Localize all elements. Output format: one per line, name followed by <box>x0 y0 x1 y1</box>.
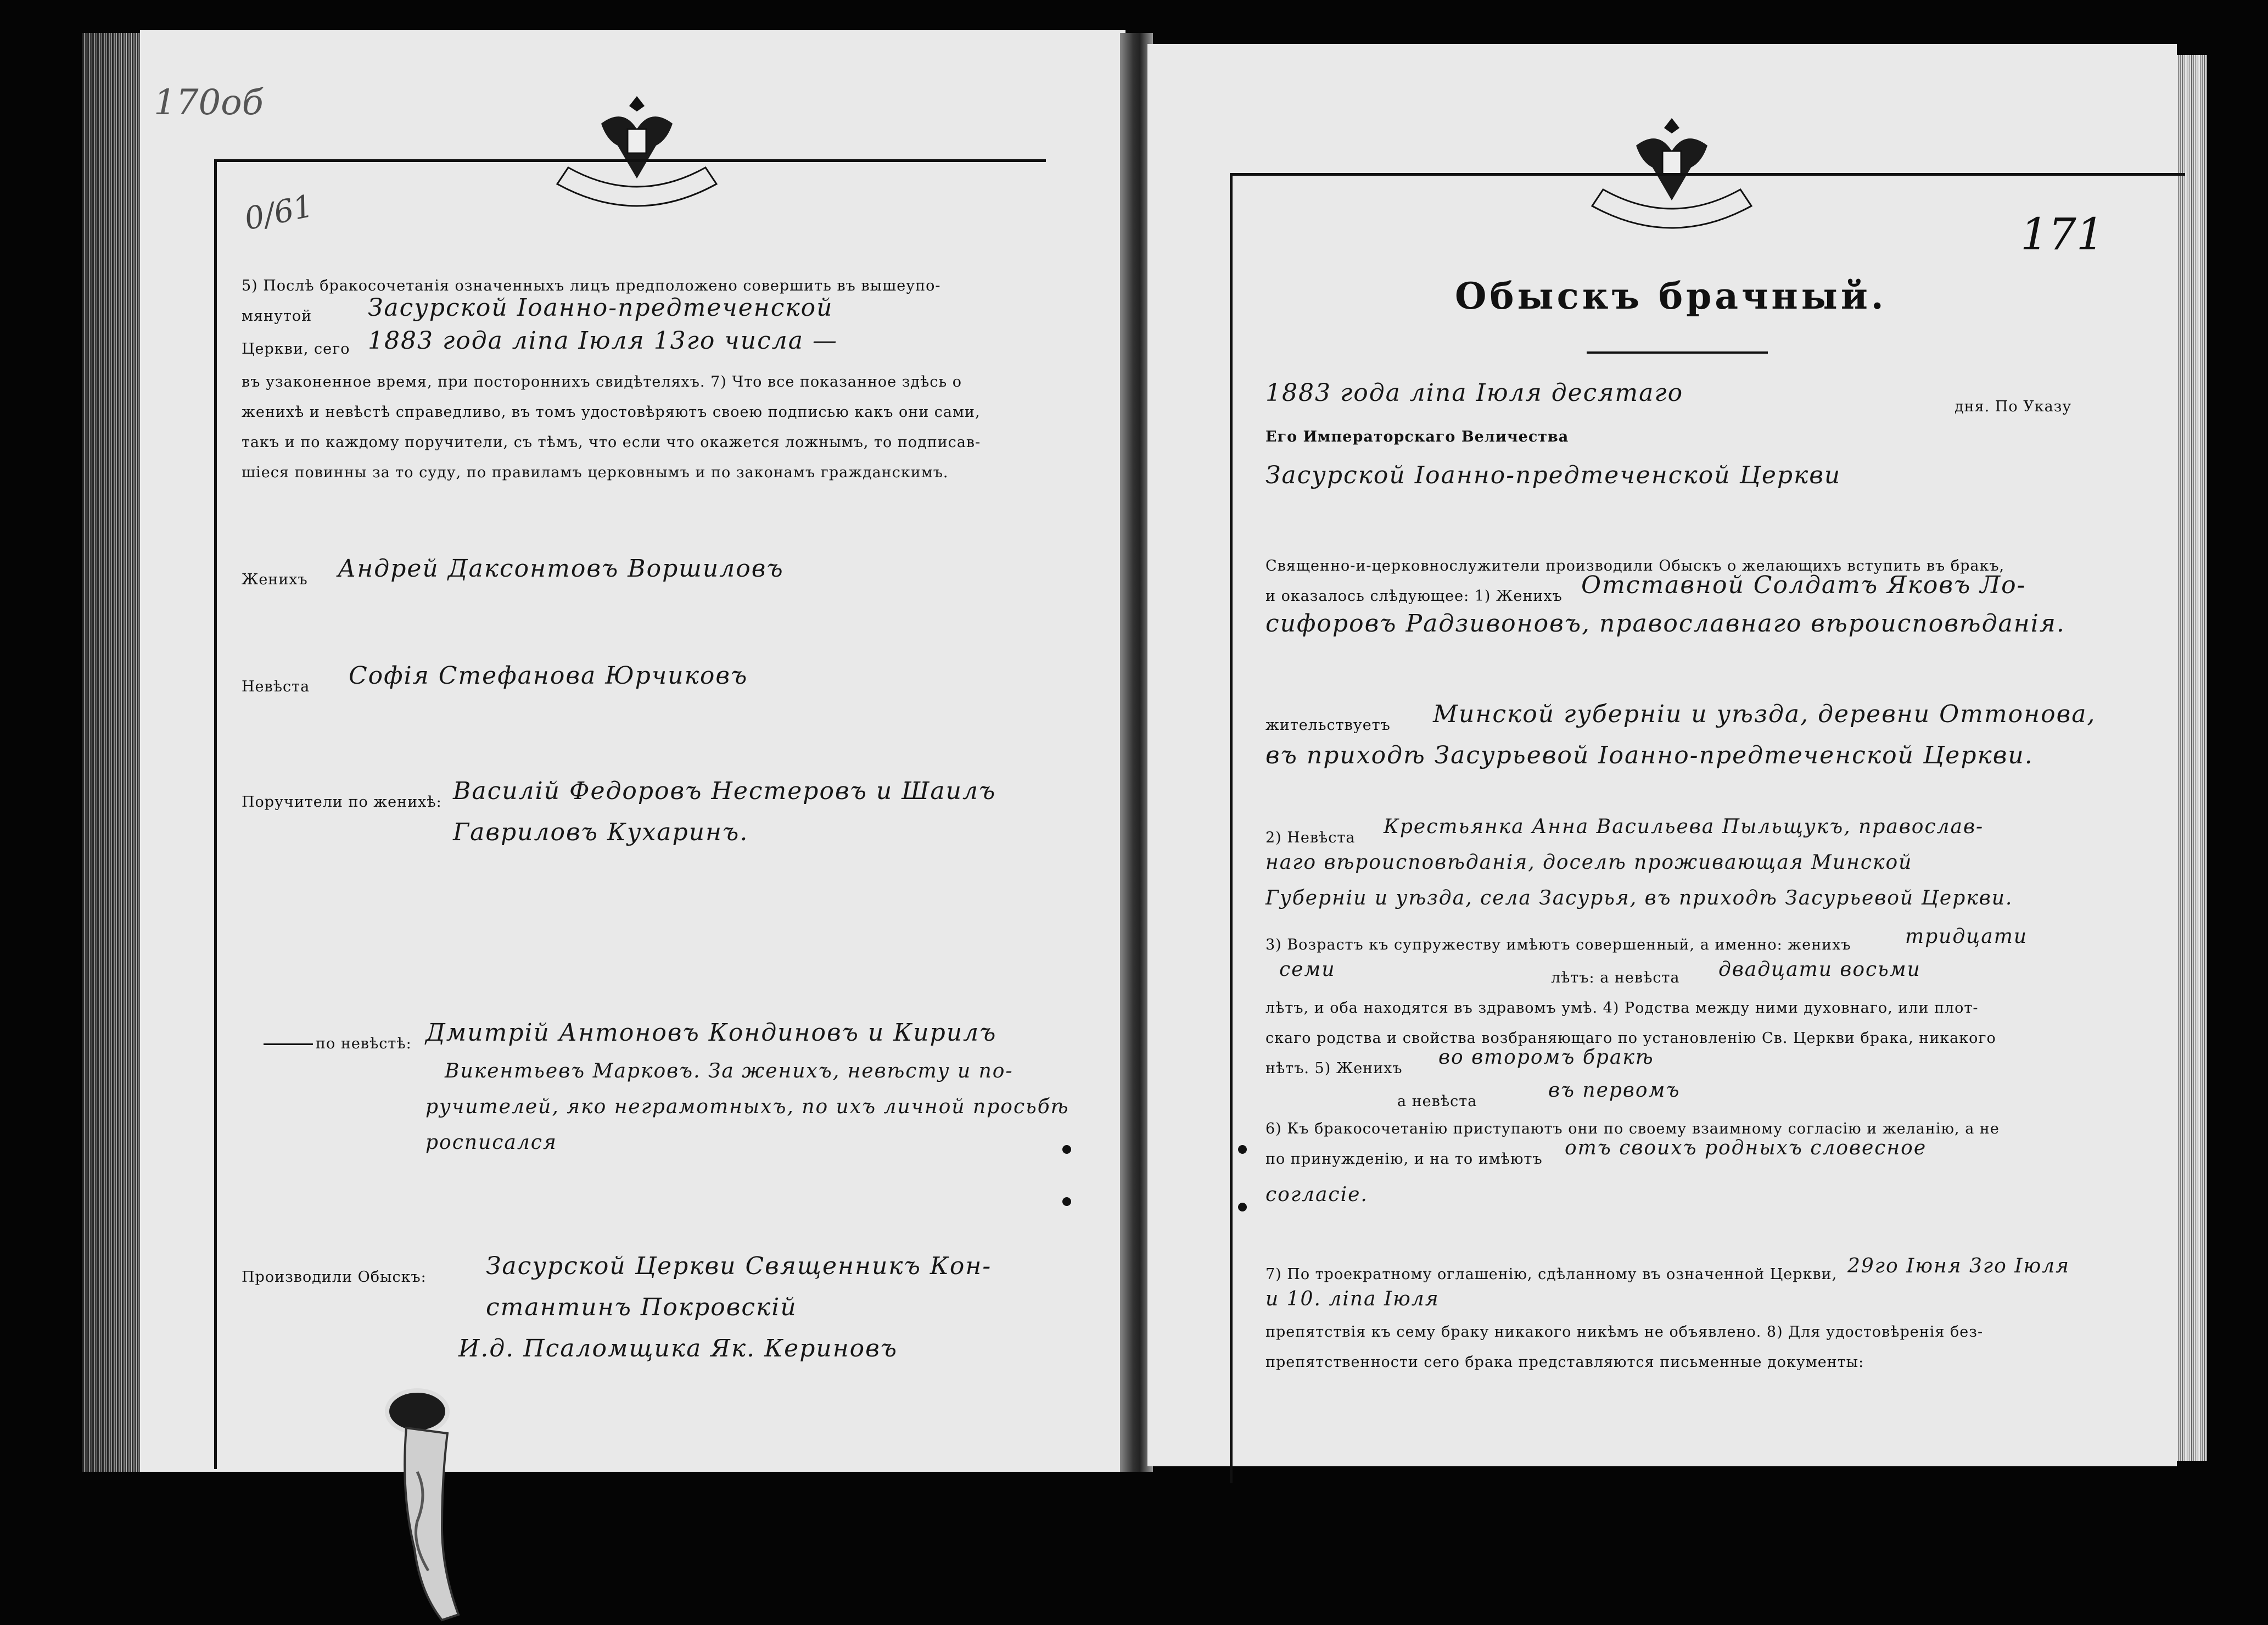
bride-label: Невѣста <box>242 678 310 695</box>
clergy-line2-handwriting: Отставной Солдатъ Яковъ Ло- <box>1581 571 2026 599</box>
banns-line2-handwriting: и 10. ліпа Іюля <box>1265 1288 1440 1310</box>
age-line2-handwriting: семи <box>1279 958 1336 981</box>
groom-guarantors-line1: Василій Федоровъ Нестеровъ и Шаилъ <box>453 777 996 805</box>
binding-dot-4 <box>1238 1203 1247 1211</box>
groom-guarantors-line2: Гавриловъ Кухаринъ. <box>453 818 749 846</box>
age-line3: лѣтъ, и оба находятся въ здравомъ умѣ. 4) Родства между ними духовнаго, или плот- <box>1265 999 1979 1017</box>
binding-dot-1 <box>1062 1145 1071 1154</box>
age-line5-handwriting: во второмъ бракѣ <box>1438 1046 1654 1069</box>
item5-line3-handwriting: 1883 года ліпа Іюля 13го числа — <box>368 327 838 355</box>
folio-number-left: 170об <box>154 82 264 123</box>
groom-value: Андрей Даксонтовъ Воршиловъ <box>338 555 784 583</box>
searchers-line3: И.д. Псаломщика Як. Кериновъ <box>458 1334 898 1362</box>
searchers-line1: Засурской Церкви Священникъ Кон- <box>486 1252 992 1280</box>
bride-guarantors-label: по невѣстѣ: <box>316 1035 412 1052</box>
pencil-mark: 0/61 <box>241 188 317 238</box>
consent-line2-label: по принужденію, и на то имѣютъ <box>1265 1151 1543 1168</box>
bride-line3: Губерніи и уѣзда, села Засурья, въ приходѣ Засурьевой Церкви. <box>1265 887 2013 909</box>
banns-line1-handwriting: 29го Іюня 3го Іюля <box>1847 1255 2070 1277</box>
folio-number-right: 171 <box>2020 209 2104 260</box>
residence-label: жительствуетъ <box>1265 717 1391 734</box>
item5-line6: такъ и по каждому поручители, съ тѣмъ, что если что окажется ложнымъ, то подписав- <box>242 434 981 451</box>
age-line6-label: а невѣста <box>1397 1093 1477 1110</box>
banns-line3: препятствія къ сему браку никакого никѣмъ не объявлено. 8) Для удостовѣренія без- <box>1265 1324 1984 1341</box>
binding-dot-3 <box>1238 1145 1247 1154</box>
item5-line7: шiеся повинны за то суду, по правиламъ церковнымъ и по законамъ гражданскимъ. <box>242 464 949 481</box>
clergy-line2-label: и оказалось слѣдующее: 1) Женихъ <box>1265 588 1563 605</box>
imperial-line: Его Императорскаго Величества <box>1265 428 1569 445</box>
residence-line2: въ приходѣ Засурьевой Іоанно-предтеченской Церкви. <box>1265 741 2034 769</box>
item5-line2-handwriting: Засурской Іоанно-предтеченской <box>368 294 833 322</box>
groom-guarantors-label: Поручители по женихѣ: <box>242 794 442 811</box>
item5-line4: въ узаконенное время, при постороннихъ свидѣтеляхъ. 7) Что все показанное здѣсь о <box>242 373 962 390</box>
bride-guarantors-line3: ручителей, яко неграмотныхъ, по ихъ личной просьбѣ <box>425 1096 1069 1118</box>
bride-value: Софія Стефанова Юрчиковъ <box>349 662 748 690</box>
clergy-line3-handwriting: сифоровъ Радзивоновъ, православнаго вѣроисповѣданія. <box>1265 610 2065 638</box>
bride-line1: Крестьянка Анна Васильева Пыльщукъ, православ- <box>1384 816 1984 838</box>
document-title: Обыскъ брачный. <box>1455 275 1887 317</box>
age-line1-label: 3) Возрастъ къ супружеству имѣютъ совершенный, а именно: женихъ <box>1265 936 1851 953</box>
item5-line1: 5) Послѣ бракосочетанія означенныхъ лицъ предположено совершить въ вышеупо- <box>242 277 941 294</box>
age-line6-handwriting: въ первомъ <box>1548 1079 1681 1102</box>
consent-line3-handwriting: согласіе. <box>1265 1183 1368 1206</box>
item5-line2-label: мянутой <box>242 308 312 325</box>
item5-line5: женихѣ и невѣстѣ справедливо, въ томъ удостовѣряютъ своею подписью какъ они сами, <box>242 404 981 421</box>
right-page <box>1147 44 2177 1466</box>
banns-line1: 7) По троекратному оглашенію, сдѣланному въ означенной Церкви, <box>1265 1266 1838 1283</box>
age-line4: скаго родства и свойства возбраняющаго по установленію Св. Церкви брака, никакого <box>1265 1030 1996 1047</box>
date-suffix: дня. По Указу <box>1955 398 2072 415</box>
age-line1-handwriting: тридцати <box>1905 925 2028 948</box>
guarantors-dash <box>264 1043 313 1045</box>
bride-guarantors-line4: росписался <box>425 1131 557 1154</box>
residence-line1: Минской губерніи и уѣзда, деревни Оттонова, <box>1433 700 2096 728</box>
bride-guarantors-line2: Викентьевъ Марковъ. За женихъ, невѣсту и по- <box>445 1060 1013 1082</box>
title-underline <box>1587 351 1768 354</box>
searchers-label: Производили Обыскъ: <box>242 1269 427 1286</box>
banns-line4: препятственности сего брака представляются письменные документы: <box>1265 1354 1864 1371</box>
church-handwriting: Засурской Іоанно-предтеченской Церкви <box>1265 461 1841 489</box>
bride-guarantors-line1: Дмитрій Антоновъ Кондиновъ и Кирилъ <box>425 1019 997 1047</box>
consent-line1: 6) Къ бракосочетанію приступаютъ они по своему взаимному согласію и желанію, а не <box>1265 1120 2000 1137</box>
age-line2-handwriting2: двадцати восьми <box>1718 958 1921 981</box>
date-handwriting: 1883 года ліпа Іюля десятаго <box>1265 379 1684 407</box>
binding-dot-2 <box>1062 1197 1071 1206</box>
searchers-line2: стантинъ Покровскій <box>486 1293 797 1321</box>
age-line2-mid: лѣтъ: а невѣста <box>1551 969 1680 986</box>
bride-line2: наго вѣроисповѣданія, доселѣ проживающая Минской <box>1265 851 1913 874</box>
item5-line3-label: Церкви, сего <box>242 340 350 358</box>
left-page-edges <box>82 33 143 1472</box>
clergy-line1: Священно-и-церковнослужители производили Обыскъ о желающихъ вступить въ бракъ, <box>1265 557 2005 574</box>
book-clasp <box>384 1384 461 1625</box>
bride-label-right: 2) Невѣста <box>1265 829 1356 846</box>
left-page <box>140 30 1125 1472</box>
age-line5-label: нѣтъ. 5) Женихъ <box>1265 1060 1403 1077</box>
groom-label: Женихъ <box>242 571 308 588</box>
consent-line2-handwriting: отъ своихъ родныхъ словесное <box>1565 1137 1927 1159</box>
